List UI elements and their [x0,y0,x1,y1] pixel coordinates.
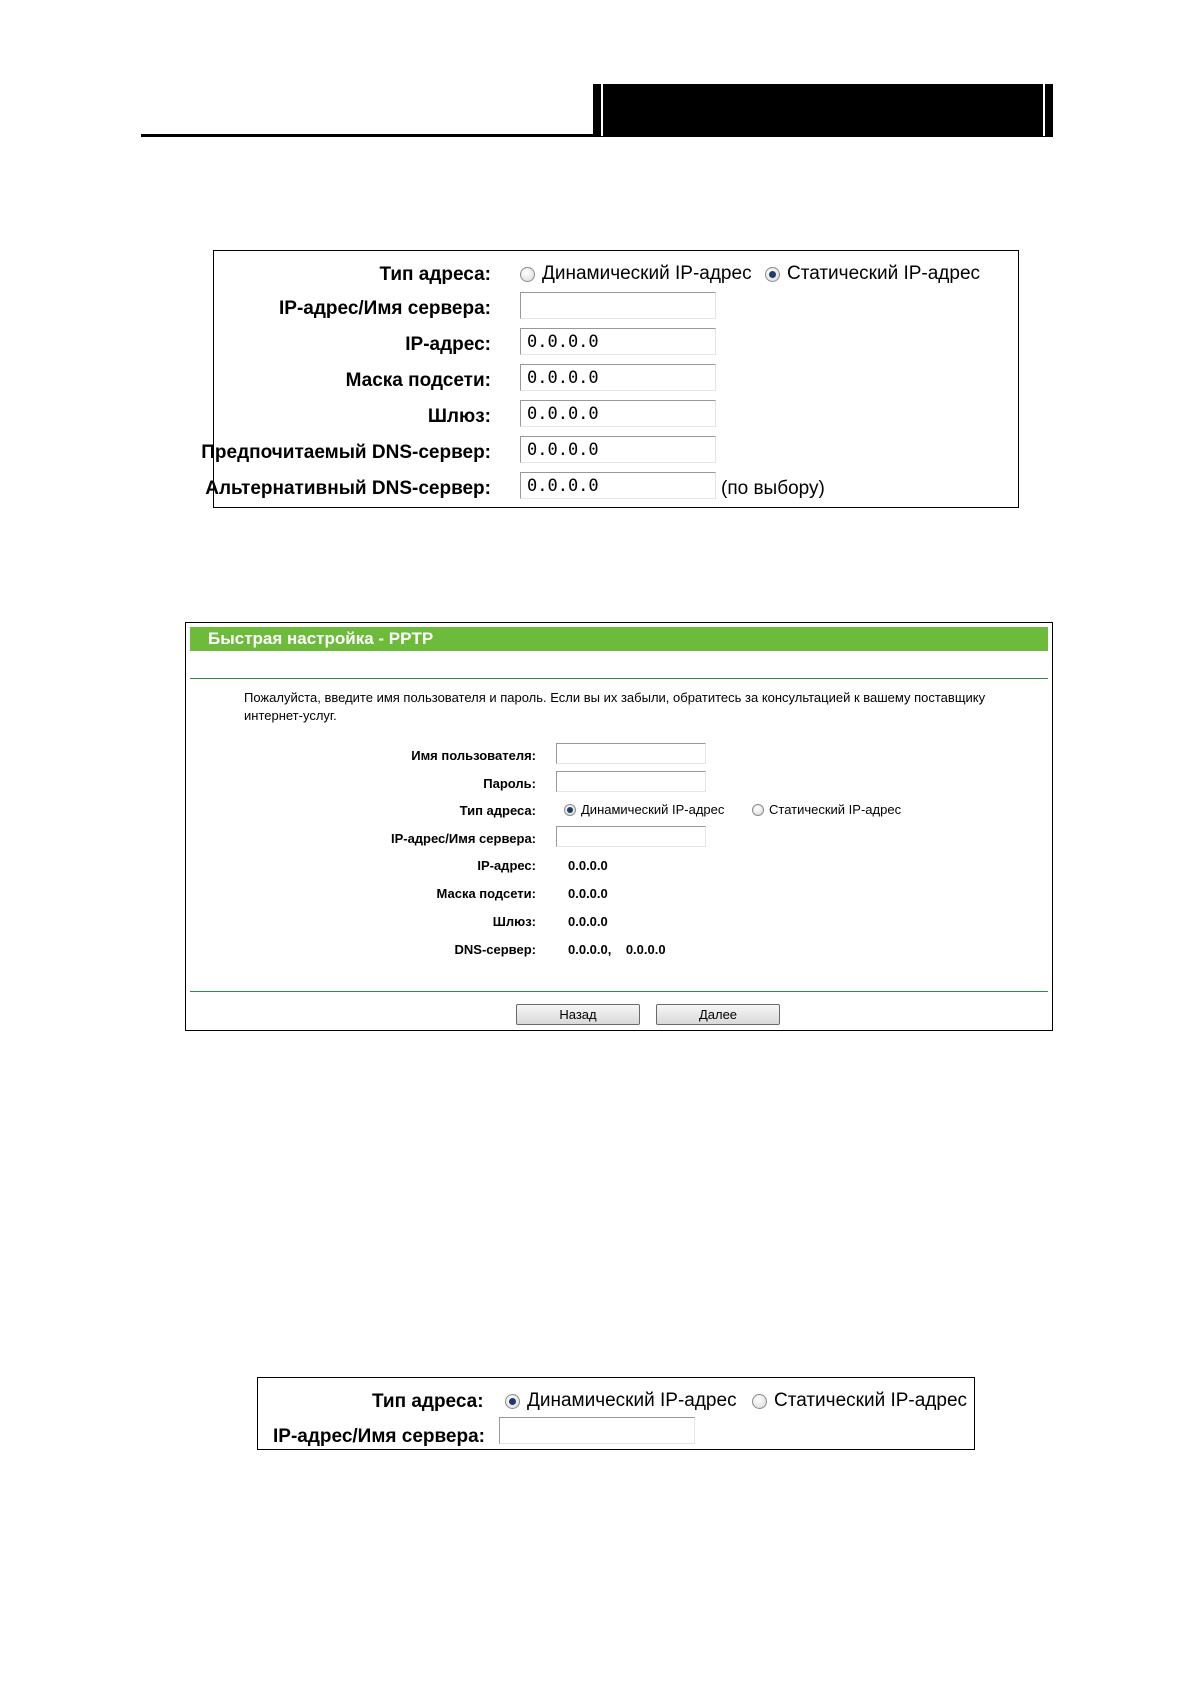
username-row [186,743,1052,769]
dns-label: DNS-сервер: [454,942,536,957]
back-button[interactable]: Назад [516,1004,640,1025]
dns1-input[interactable]: 0.0.0.0 [520,436,716,463]
static-ip-option[interactable]: Статический IP-адрес [752,802,901,817]
mask-value: 0.0.0.0 [568,886,608,901]
mask-row [214,364,1018,398]
gateway-input[interactable]: 0.0.0.0 [520,400,716,427]
server-label: IP-адрес/Имя сервера: [273,1426,485,1447]
server-row [258,1420,974,1454]
dynamic-ip-option[interactable]: Динамический IP-адрес [520,263,752,285]
server-row [186,826,1052,852]
mask-label: Маска подсети: [436,886,536,901]
dynamic-radio[interactable] [564,804,576,816]
ip-row [186,853,1052,879]
server-row [214,292,1018,326]
dynamic-radio[interactable] [505,1394,520,1409]
server-input[interactable] [499,1417,695,1444]
password-input[interactable] [556,771,706,792]
mask-row [186,881,1052,907]
gateway-value: 0.0.0.0 [568,914,608,929]
static-ip-option[interactable]: Статический IP-адрес [765,263,980,285]
address-type-label: Тип адреса: [379,264,491,285]
address-type-label: Тип адреса: [459,803,536,818]
static-radio[interactable] [765,267,780,282]
pptp-description: Пожалуйста, введите имя пользователя и пароль. Если вы их забыли, обратитесь за консультацией к вашему поставщику интернет-услуг. [244,690,986,723]
dns-value: 0.0.0.0, 0.0.0.0 [568,942,666,957]
gateway-row [214,400,1018,434]
server-label: IP-адрес/Имя сервера: [279,298,491,319]
dns2-input[interactable]: 0.0.0.0 [520,472,716,499]
server-label: IP-адрес/Имя сервера: [390,831,536,846]
optional-note: (по выбору) [721,478,825,499]
static-radio[interactable] [752,804,764,816]
gateway-label: Шлюз: [427,406,491,427]
address-type-row [186,798,1052,824]
password-label: Пароль: [483,776,536,791]
ip-row [214,328,1018,362]
dynamic-ip-option[interactable]: Динамический IP-адрес [564,802,724,817]
ip-label: IP-адрес: [477,858,536,873]
ip-label: IP-адрес: [405,334,491,355]
static-radio[interactable] [752,1394,767,1409]
mask-input[interactable]: 0.0.0.0 [520,364,716,391]
header-bar [593,84,1053,136]
address-type-label: Тип адреса: [372,1391,484,1412]
address-type-row [214,258,1018,292]
ip-value: 0.0.0.0 [568,858,608,873]
dns1-row [201,436,1018,470]
static-ip-form [201,250,1019,508]
dns2-label: Альтернативный DNS-сервер: [205,478,491,499]
static-ip-option[interactable]: Статический IP-адрес [752,1390,967,1412]
address-type-row [258,1385,974,1419]
dynamic-radio[interactable] [520,267,535,282]
username-label: Имя пользователя: [411,748,536,763]
dns-row [186,937,1052,963]
dns2-row [205,472,1018,506]
dynamic-ip-form [257,1377,975,1450]
server-input[interactable] [556,826,706,847]
dns1-label: Предпочитаемый DNS-сервер: [201,442,491,463]
footer-divider [190,991,1048,992]
title-divider [190,678,1048,679]
next-button[interactable]: Далее [656,1004,780,1025]
mask-label: Маска подсети: [345,370,491,391]
gateway-label: Шлюз: [492,914,536,929]
ip-input[interactable]: 0.0.0.0 [520,328,716,355]
username-input[interactable] [556,743,706,764]
pptp-quick-setup [185,622,1053,1031]
dynamic-ip-option[interactable]: Динамический IP-адрес [505,1390,737,1412]
server-input[interactable] [520,292,716,319]
password-row [186,771,1052,797]
gateway-row [186,909,1052,935]
pptp-title: Быстрая настройка - PPTP [190,627,1048,651]
